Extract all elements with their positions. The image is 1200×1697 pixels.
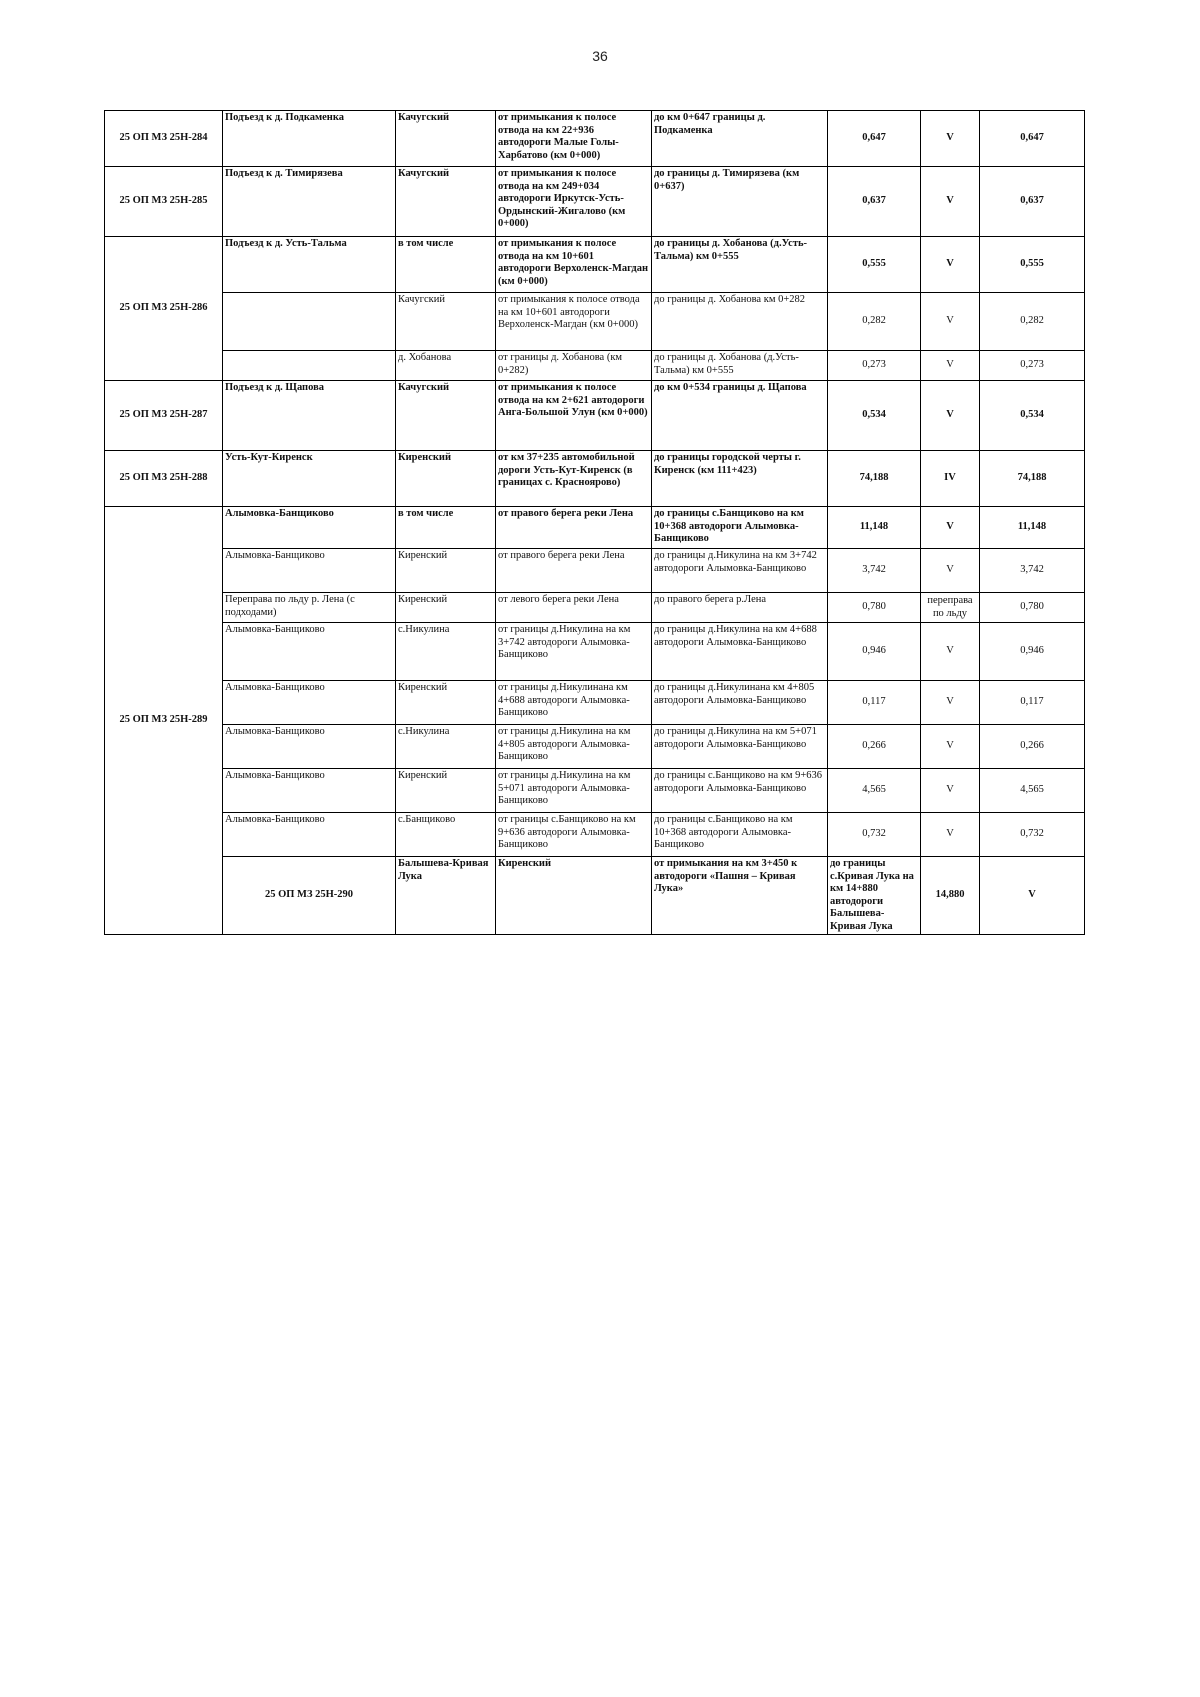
total-length-cell: 3,742 — [980, 549, 1085, 593]
category-cell: V — [921, 681, 980, 725]
table-row — [105, 813, 1085, 857]
district-cell: в том числе — [396, 507, 496, 549]
road-name-cell: Подъезд к д. Тимирязева — [223, 167, 396, 237]
table-row — [105, 725, 1085, 769]
table-row — [105, 681, 1085, 725]
category-cell: V — [921, 549, 980, 593]
segment-start-cell: от границы д.Никулина на км 5+071 автодороги Алымовка-Банщиково — [496, 769, 652, 813]
length-cell: 74,188 — [828, 451, 921, 507]
table-row — [105, 351, 1085, 381]
total-length-cell: 0,117 — [980, 681, 1085, 725]
total-length-cell: 11,148 — [980, 507, 1085, 549]
road-code-cell: 25 ОП МЗ 25Н-289 — [105, 507, 223, 935]
table-row — [105, 167, 1085, 237]
length-cell: 4,565 — [828, 769, 921, 813]
district-cell: с.Никулина — [396, 623, 496, 681]
road-name-cell: Подъезд к д. Усть-Тальма — [223, 237, 396, 293]
category-cell: переправа по льду — [921, 593, 980, 623]
segment-start-cell: от границы д.Никулина на км 4+805 автодороги Алымовка-Банщиково — [496, 725, 652, 769]
segment-end-cell: до границы д.Никулинана км 4+805 автодороги Алымовка-Банщиково — [652, 681, 828, 725]
road-name-cell — [223, 351, 396, 381]
segment-end-cell: до границы д. Тимирязева (км 0+637) — [652, 167, 828, 237]
district-cell: в том числе — [396, 237, 496, 293]
total-length-cell: 4,565 — [980, 769, 1085, 813]
total-length-cell: 0,555 — [980, 237, 1085, 293]
category-cell: V — [980, 857, 1085, 935]
table-row — [105, 593, 1085, 623]
segment-end-cell: до границы д.Никулина на км 5+071 автодороги Алымовка-Банщиково — [652, 725, 828, 769]
road-code-cell: 25 ОП МЗ 25Н-285 — [105, 167, 223, 237]
road-name-cell: Алымовка-Банщиково — [223, 769, 396, 813]
segment-end-cell: до правого берега р.Лена — [652, 593, 828, 623]
roads-table-body — [105, 111, 1085, 935]
category-cell: V — [921, 507, 980, 549]
district-cell: Качугский — [396, 111, 496, 167]
length-cell: 0,780 — [828, 593, 921, 623]
category-cell: IV — [921, 451, 980, 507]
category-cell: V — [921, 293, 980, 351]
segment-start-cell: от правого берега реки Лена — [496, 549, 652, 593]
table-row — [105, 507, 1085, 549]
segment-start-cell: от границы д.Никулина на км 3+742 автодороги Алымовка-Банщиково — [496, 623, 652, 681]
category-cell: V — [921, 623, 980, 681]
category-cell: V — [921, 769, 980, 813]
length-cell: 3,742 — [828, 549, 921, 593]
segment-start-cell: от левого берега реки Лена — [496, 593, 652, 623]
length-cell: 0,647 — [828, 111, 921, 167]
page-number: 36 — [592, 48, 608, 64]
category-cell: V — [921, 111, 980, 167]
segment-start-cell: от примыкания к полосе отвода на км 249+034 автодороги Иркутск-Усть-Ордынский-Жигалово (км 0+000) — [496, 167, 652, 237]
category-cell: V — [921, 351, 980, 381]
segment-end-cell: до границы д. Хобанова км 0+282 — [652, 293, 828, 351]
segment-start-cell: от примыкания к полосе отвода на км 10+601 автодороги Верхоленск-Магдан (км 0+000) — [496, 293, 652, 351]
table-row — [105, 769, 1085, 813]
length-cell: 0,946 — [828, 623, 921, 681]
length-cell: 0,273 — [828, 351, 921, 381]
road-name-cell: Усть-Кут-Киренск — [223, 451, 396, 507]
category-cell: V — [921, 813, 980, 857]
total-length-cell: 0,637 — [980, 167, 1085, 237]
road-name-cell: Алымовка-Банщиково — [223, 813, 396, 857]
segment-start-cell: от границы с.Банщиково на км 9+636 автодороги Алымовка-Банщиково — [496, 813, 652, 857]
length-cell: 11,148 — [828, 507, 921, 549]
total-length-cell: 0,534 — [980, 381, 1085, 451]
road-code-cell: 25 ОП МЗ 25Н-290 — [223, 857, 396, 935]
road-name-cell: Алымовка-Банщиково — [223, 725, 396, 769]
category-cell: V — [921, 237, 980, 293]
segment-start-cell: от примыкания к полосе отвода на км 2+621 автодороги Анга-Большой Улун (км 0+000) — [496, 381, 652, 451]
district-cell: Киренский — [496, 857, 652, 935]
roads-table — [104, 110, 1085, 935]
road-name-cell: Подъезд к д. Щапова — [223, 381, 396, 451]
length-cell: 0,534 — [828, 381, 921, 451]
road-code-cell: 25 ОП МЗ 25Н-288 — [105, 451, 223, 507]
table-row — [105, 623, 1085, 681]
district-cell: Качугский — [396, 293, 496, 351]
segment-end-cell: до границы д.Никулина на км 3+742 автодороги Алымовка-Банщиково — [652, 549, 828, 593]
road-name-cell: Алымовка-Банщиково — [223, 623, 396, 681]
segment-end-cell: до км 0+534 границы д. Щапова — [652, 381, 828, 451]
segment-start-cell: от км 37+235 автомобильной дороги Усть-Кут-Киренск (в границах с. Красноярово) — [496, 451, 652, 507]
total-length-cell: 0,282 — [980, 293, 1085, 351]
segment-end-cell: до границы с.Банщиково на км 9+636 автодороги Алымовка-Банщиково — [652, 769, 828, 813]
segment-start-cell: от правого берега реки Лена — [496, 507, 652, 549]
total-length-cell: 0,273 — [980, 351, 1085, 381]
district-cell: с.Банщиково — [396, 813, 496, 857]
table-row — [105, 549, 1085, 593]
total-length-cell: 0,946 — [980, 623, 1085, 681]
district-cell: Киренский — [396, 769, 496, 813]
district-cell: Киренский — [396, 549, 496, 593]
segment-start-cell: от границы д. Хобанова (км 0+282) — [496, 351, 652, 381]
segment-end-cell: до границы с.Банщиково на км 10+368 автодороги Алымовка-Банщиково — [652, 813, 828, 857]
district-cell: Качугский — [396, 381, 496, 451]
district-cell: Киренский — [396, 681, 496, 725]
segment-end-cell: до границы с.Кривая Лука на км 14+880 автодороги Балышева-Кривая Лука — [828, 857, 921, 935]
table-row — [105, 237, 1085, 293]
table-row — [105, 451, 1085, 507]
segment-end-cell: до границы д. Хобанова (д.Усть-Тальма) км 0+555 — [652, 351, 828, 381]
segment-start-cell: от примыкания к полосе отвода на км 22+936 автодороги Малые Голы-Харбатово (км 0+000) — [496, 111, 652, 167]
road-name-cell: Переправа по льду р. Лена (с подходами) — [223, 593, 396, 623]
district-cell: Качугский — [396, 167, 496, 237]
length-cell: 0,266 — [828, 725, 921, 769]
length-cell: 0,732 — [828, 813, 921, 857]
category-cell: V — [921, 725, 980, 769]
road-code-cell: 25 ОП МЗ 25Н-284 — [105, 111, 223, 167]
segment-end-cell: до км 0+647 границы д. Подкаменка — [652, 111, 828, 167]
district-cell: д. Хобанова — [396, 351, 496, 381]
road-name-cell: Алымовка-Банщиково — [223, 549, 396, 593]
road-code-cell: 25 ОП МЗ 25Н-287 — [105, 381, 223, 451]
table-row — [105, 381, 1085, 451]
road-name-cell: Подъезд к д. Подкаменка — [223, 111, 396, 167]
segment-start-cell: от границы д.Никулинана км 4+688 автодороги Алымовка-Банщиково — [496, 681, 652, 725]
length-cell: 14,880 — [921, 857, 980, 935]
total-length-cell: 0,647 — [980, 111, 1085, 167]
length-cell: 0,555 — [828, 237, 921, 293]
table-row — [105, 293, 1085, 351]
segment-start-cell: от примыкания к полосе отвода на км 10+601 автодороги Верхоленск-Магдан (км 0+000) — [496, 237, 652, 293]
segment-end-cell: до границы д.Никулина на км 4+688 автодороги Алымовка-Банщиково — [652, 623, 828, 681]
category-cell: V — [921, 381, 980, 451]
segment-end-cell: до границы с.Банщиково на км 10+368 автодороги Алымовка-Банщиково — [652, 507, 828, 549]
total-length-cell: 0,266 — [980, 725, 1085, 769]
segment-end-cell: до границы городской черты г. Киренск (км 111+423) — [652, 451, 828, 507]
road-name-cell: Балышева-Кривая Лука — [396, 857, 496, 935]
road-name-cell: Алымовка-Банщиково — [223, 681, 396, 725]
length-cell: 0,637 — [828, 167, 921, 237]
segment-end-cell: до границы д. Хобанова (д.Усть-Тальма) км 0+555 — [652, 237, 828, 293]
road-name-cell — [223, 293, 396, 351]
district-cell: Киренский — [396, 451, 496, 507]
segment-start-cell: от примыкания на км 3+450 к автодороги «Пашня – Кривая Лука» — [652, 857, 828, 935]
total-length-cell: 0,780 — [980, 593, 1085, 623]
length-cell: 0,117 — [828, 681, 921, 725]
district-cell: с.Никулина — [396, 725, 496, 769]
total-length-cell: 0,732 — [980, 813, 1085, 857]
length-cell: 0,282 — [828, 293, 921, 351]
road-name-cell: Алымовка-Банщиково — [223, 507, 396, 549]
district-cell: Киренский — [396, 593, 496, 623]
table-row — [105, 857, 1085, 935]
category-cell: V — [921, 167, 980, 237]
road-code-cell: 25 ОП МЗ 25Н-286 — [105, 237, 223, 381]
total-length-cell: 74,188 — [980, 451, 1085, 507]
table-row — [105, 111, 1085, 167]
